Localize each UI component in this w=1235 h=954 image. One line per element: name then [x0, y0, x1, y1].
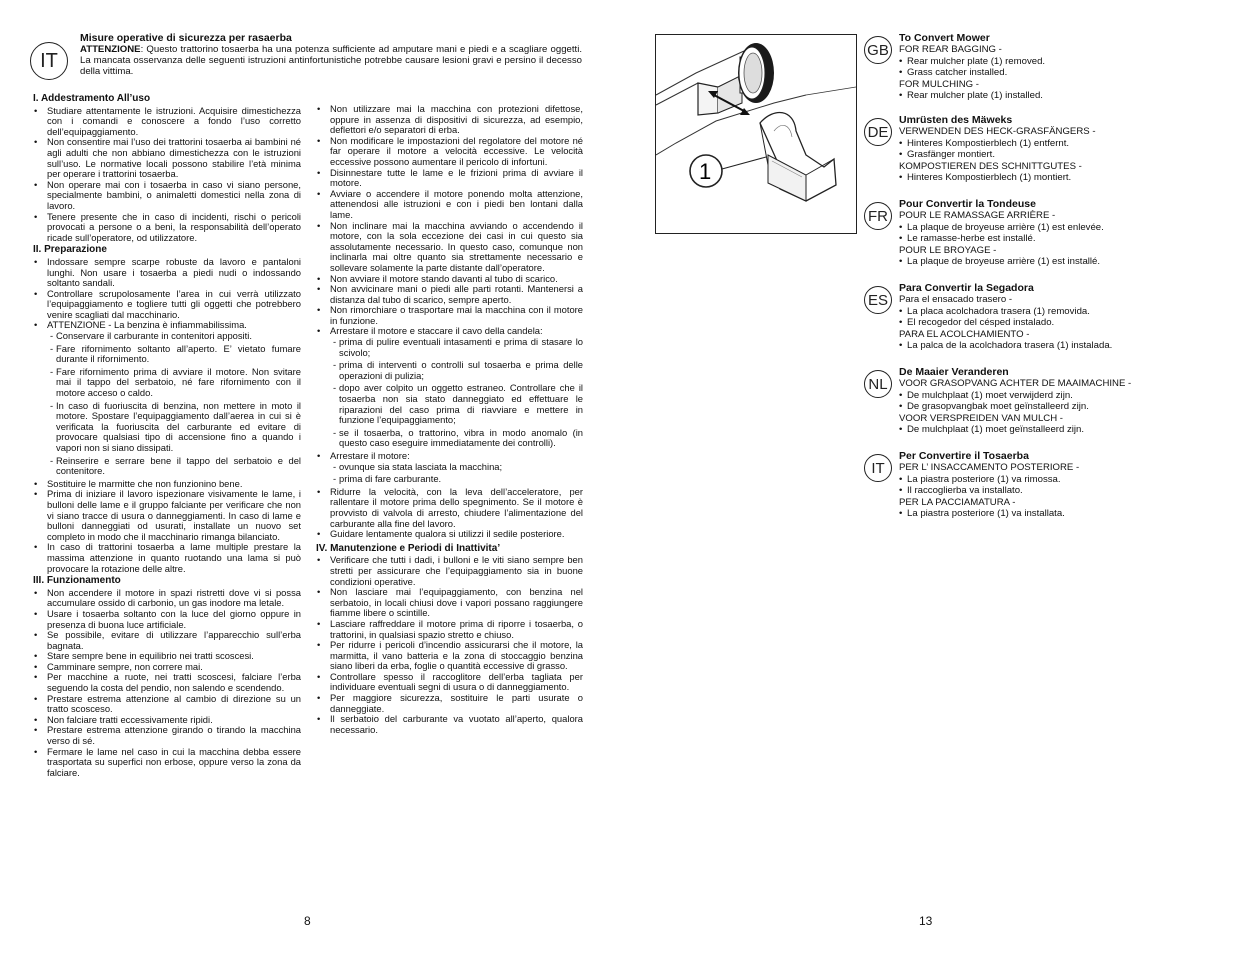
language-block-title: To Convert Mower [899, 32, 990, 44]
list-item: • Stare sempre bene in equilibrio nei tratti scoscesi. [33, 651, 301, 662]
list-item: • Non avvicinare mani o piedi alle parti rotanti. Mantenersi a distanza dal tubo di scarico, sempre aperto. [316, 284, 583, 305]
instruction-heading: KOMPOSTIEREN DES SCHNITTGUTES - [899, 160, 1082, 172]
language-code: ES [867, 291, 888, 309]
list-item: • Per maggiore sicurezza, sostituire le parti usurate o danneggiate. [316, 693, 583, 714]
bullet-line: • La piastra posteriore (1) va rimossa. [899, 474, 1219, 486]
sub-list-item: - Reinserire e serrare bene il tappo del serbatoio e del contenitore. [33, 456, 301, 477]
list-item: • Non operare mai con i tosaerba in caso vi siano persone, specialmente bambini, o animaletti domestici nella zona di lavoro. [33, 180, 301, 212]
instruction-heading: FOR REAR BAGGING - [899, 44, 1002, 55]
instruction-heading: PER LA PACCIAMATURA - [899, 496, 1016, 508]
language-badge-fr [864, 202, 892, 230]
language-block-es [899, 282, 1219, 352]
list-item: • Prestare estrema attenzione al cambio di direzione su un tratto scosceso. [33, 694, 301, 715]
language-block-fr [899, 198, 1219, 268]
language-block-nl [899, 366, 1219, 436]
list-item: • Non lasciare mai l’equipaggiamento, con benzina nel serbatoio, in locali chiusi dove i vapori possano raggiungere fiamme libere o scintille. [316, 587, 583, 619]
list-item: • Avviare o accendere il motore ponendo molta attenzione, attenendosi alle istruzioni e con i piedi ben lontani dalla lame. [316, 189, 583, 221]
bullet-line: • La plaque de broyeuse arrière (1) est installé. [899, 256, 1219, 268]
list-item: • Controllare scrupolosamente l’area in cui verrà utilizzato l’equipaggiamento e togliere tutti gli oggetti che potrebbero venire scagliati dal macchinario. [33, 289, 301, 321]
sub-list-item: - Fare rifornimento soltanto all’aperto. E’ vietato fumare durante il rifornimento. [33, 344, 301, 365]
language-badge-it [864, 454, 892, 482]
instruction-heading: VOOR VERSPREIDEN VAN MULCH - [899, 412, 1064, 424]
section-title-preparation: II. Preparazione [33, 244, 107, 256]
warning-text: : Questo trattorino tosaerba ha una potenza sufficiente ad amputare mani e piedi e a scagliare oggetti. La mancata osservanza delle seguenti istruzioni antinfortunistiche potrebbe causare lesioni gravi e persino il decesso della vittima. [80, 44, 582, 78]
sub-list-item: - In caso di fuoriuscita di benzina, non mettere in moto il motore. Spostare l’equipaggiamento dall’aerea in cui si è verificata la fuoriuscita del carburante ed evitare di provocare qualsiasi tipo di accensione fino a quando i vapori non si siano dissipati. [33, 401, 301, 454]
language-code: IT [871, 459, 885, 477]
list-item: • Camminare sempre, non correre mai. [33, 662, 301, 673]
language-badge-nl [864, 370, 892, 398]
training-list [33, 106, 301, 244]
list-item: • Non avviare il motore stando davanti al tubo di scarico. [316, 274, 583, 285]
section-title-operation: III. Funzionamento [33, 575, 121, 587]
list-item: • Non falciare tratti eccessivamente ripidi. [33, 715, 301, 726]
mower-illustration [656, 35, 856, 233]
maintenance-list [316, 555, 583, 735]
left-column-2 [316, 104, 583, 735]
list-item: • Per macchine a ruote, nei tratti scoscesi, falciare l’erba seguendo la costa del pendio, non salendo e scendendo. [33, 672, 301, 693]
language-block-title: De Maaier Veranderen [899, 366, 1009, 378]
list-item: • Controllare spesso il raccoglitore dell’erba tagliata per individuare eventuali segni di usura o di danneggiamento. [316, 672, 583, 693]
list-item: • Sostituire le marmitte che non funzionino bene. [33, 479, 301, 490]
intro-paragraph [80, 44, 582, 78]
list-item: • Non accendere il motore in spazi ristretti dove vi si possa accumulare ossido di carbonio, un gas inodore ma letale. [33, 588, 301, 609]
operation-list-end [316, 487, 583, 540]
stop-engine-list [316, 451, 583, 462]
list-item: • Il serbatoio del carburante va vuotato all’aperto, qualora necessario. [316, 714, 583, 735]
bullet-line: • Rear mulcher plate (1) removed. [899, 56, 1219, 68]
list-item: • Disinnestare tutte le lame e le frizioni prima di avviare il motore. [316, 168, 583, 189]
instruction-heading: POUR LE RAMASSAGE ARRIÈRE - [899, 210, 1056, 221]
list-item: • Guidare lentamente qualora si utilizzi il sedile posteriore. [316, 529, 583, 540]
bullet-line: • Hinteres Kompostierblech (1) entfernt. [899, 138, 1219, 150]
list-item: • Per ridurre i pericoli d’incendio assicurarsi che il motore, la marmitta, il vano batteria e la zona di stoccaggio benzina siano liberi da erba, foglie o quantità eccessive di grasso. [316, 640, 583, 672]
list-item: • Non rimorchiare o trasportare mai la macchina con il motore in funzione. [316, 305, 583, 326]
sub-list-item: - prima di fare carburante. [316, 474, 583, 485]
bullet-line: • La piastra posteriore (1) va installata. [899, 508, 1219, 520]
bullet-line: • La placa acolchadora trasera (1) removida. [899, 306, 1219, 318]
section-title-training: I. Addestramento All’uso [33, 93, 151, 104]
instruction-heading: VOOR GRASOPVANG ACHTER DE MAAIMACHINE - [899, 378, 1132, 389]
list-item: • Studiare attentamente le istruzioni. Acquisire dimestichezza con i comandi e conoscere a fondo l’uso corretto dell’equipaggiamento. [33, 106, 301, 138]
sub-list-item: - prima di pulire eventuali intasamenti e prima di stasare lo scivolo; [316, 337, 583, 358]
stop-engine-sublist [316, 462, 583, 485]
language-code: GB [867, 41, 889, 59]
language-block-title: Pour Convertir la Tondeuse [899, 198, 1036, 210]
bullet-line: • De mulchplaat (1) moet geïnstalleerd zijn. [899, 424, 1219, 436]
language-code: NL [868, 375, 888, 393]
language-block-it [899, 450, 1219, 520]
language-code: IT [40, 49, 58, 72]
sub-list-item: - se il tosaerba, o trattorino, vibra in modo anomalo (in questo caso eseguire immediatamente dei controlli). [316, 428, 583, 449]
bullet-line: • La palca de la acolchadora trasera (1) instalada. [899, 340, 1219, 352]
page-number-right: 13 [919, 914, 933, 928]
page-number-left: 8 [304, 914, 311, 928]
bullet-line: • Rear mulcher plate (1) installed. [899, 90, 1219, 102]
section-title-maintenance: IV. Manutenzione e Periodi di Inattivita’ [316, 542, 501, 554]
bullet-line: • Il raccoglierba va installato. [899, 485, 1219, 497]
sub-list-item: - dopo aver colpito un oggetto estraneo. Controllare che il tosaerba non sia stato danneggiato ed effettuare le riparazioni del caso prima di riavviare e mettere in funzione l’equipaggiamento; [316, 383, 583, 425]
operation-list [33, 588, 301, 779]
list-item: • Se possibile, evitare di utilizzare l’apparecchio sull’erba bagnata. [33, 630, 301, 651]
bullet-line: • De grasopvangbak moet geïnstalleerd zijn. [899, 401, 1219, 413]
list-item: • Lasciare raffreddare il motore prima di riporre i tosaerba, o trattorini, in qualsiasi spazio stretto e chiuso. [316, 619, 583, 640]
language-block-title: Umrüsten des Mäweks [899, 114, 1013, 126]
list-item: • Fermare le lame nel caso in cui la macchina debba essere trasportata su superfici non erbose, oppure verso la zona da falciare. [33, 747, 301, 779]
sub-list-item: - Conservare il carburante in contenitori appositi. [33, 331, 301, 342]
warning-label: ATTENZIONE [80, 44, 141, 55]
preparation-list [33, 257, 301, 331]
bullet-line: • Grass catcher installed. [899, 67, 1219, 79]
bullet-line: • Grasfänger montiert. [899, 149, 1219, 161]
section-heading: Misure operative di sicurezza per rasaerba [80, 32, 292, 44]
sub-list-item: - prima di interventi o controlli sul tosaerba e prima delle operazioni di pulizia; [316, 360, 583, 381]
instruction-heading: POUR LE BROYAGE - [899, 244, 997, 256]
list-item: • Arrestare il motore e staccare il cavo della candela: [316, 326, 583, 337]
instruction-heading: PER L’ INSACCAMENTO POSTERIORE - [899, 462, 1080, 473]
language-badge-es [864, 286, 892, 314]
instruction-heading: PARA EL ACOLCHAMIENTO - [899, 328, 1030, 340]
operation-list-continued [316, 104, 583, 337]
fuel-sublist [33, 331, 301, 477]
instruction-heading: Para el ensacado trasero - [899, 294, 1013, 305]
bullet-line: • Hinteres Kompostierblech (1) montiert. [899, 172, 1219, 184]
list-item: • Ridurre la velocità, con la leva dell’acceleratore, per rallentare il motore prima dello spegnimento. Se il motore è provvisto di valvola di arresto, chiudere l’alimentazione del carburante alla fine del lavoro. [316, 487, 583, 529]
list-item: • Non consentire mai l’uso dei trattorini tosaerba ai bambini né agli adulti che non abbiano dimestichezza con le istruzioni sull’uso. Le normative locali possono stabilire l’età minima per operare i trattorini tosaerba. [33, 137, 301, 179]
language-code: DE [867, 123, 889, 141]
bullet-line: • De mulchplaat (1) moet verwijderd zijn. [899, 390, 1219, 402]
list-item: • Usare i tosaerba soltanto con la luce del giorno oppure in presenza di buona luce artificiale. [33, 609, 301, 630]
instruction-heading: VERWENDEN DES HECK-GRASFÄNGERS - [899, 126, 1096, 137]
list-item: • In caso di trattorini tosaerba a lame multiple prestare la massima attenzione in quanto ruotando una lama si può provocare la rotazione delle altre. [33, 542, 301, 574]
language-block-de [899, 114, 1219, 184]
language-code: FR [868, 207, 888, 225]
spark-plug-sublist [316, 337, 583, 449]
list-item: • Non inclinare mai la macchina avviando o accendendo il motore, con la sola eccezione dei casi in cui questo sia assolutamente necessario. In questo caso, comunque non inclinarla mai oltre quanto sia strettamente necessario e sollevare solamente la parte distante dall’operatore. [316, 221, 583, 274]
list-item: • Tenere presente che in caso di incidenti, rischi o pericoli provocati a persone o a beni, la responsabilità dell’operato ricade sull’operatore, od utilizzatore. [33, 212, 301, 244]
left-column-1 [33, 92, 301, 778]
bullet-line: • Le ramasse-herbe est installé. [899, 233, 1219, 245]
instruction-heading: FOR MULCHING - [899, 78, 979, 90]
language-block-title: Per Convertire il Tosaerba [899, 450, 1029, 462]
sub-list-item: - Fare rifornimento prima di avviare il motore. Non svitare mai il tappo del serbatoio, né fare rifornimento con il motore acceso o caldo. [33, 367, 301, 399]
language-block-title: Para Convertir la Segadora [899, 282, 1034, 294]
list-item: • Non utilizzare mai la macchina con protezioni difettose, oppure in assenza di dispositivi di sicurezza, ad esempio, deflettori e/o separatori di erba. [316, 104, 583, 136]
figure-callout-number: 1 [699, 159, 712, 184]
list-item: • Non modificare le impostazioni del regolatore del motore né far operare il motore a velocità eccessive. Le velocità eccessive possono aumentare il pericolo di infortuni. [316, 136, 583, 168]
sub-list-item: - ovunque sia stata lasciata la macchina; [316, 462, 583, 473]
list-item: • Prima di iniziare il lavoro ispezionare visivamente le lame, i bulloni delle lame e il gruppo falciante per verificare che non vi siano tracce di usura o danneggiamenti. In caso di lame e bulloni danneggiati od usurati, installate un nuovo set completo in modo che il macchinario rimanga bilanciato. [33, 489, 301, 542]
bullet-line: • La plaque de broyeuse arrière (1) est enlevée. [899, 222, 1219, 234]
bullet-line: • El recogedor del césped instalado. [899, 317, 1219, 329]
list-item: • Arrestare il motore: [316, 451, 583, 462]
mulcher-plate-figure [655, 34, 857, 234]
list-item: • Prestare estrema attenzione girando o tirando la macchina verso di sé. [33, 725, 301, 746]
language-badge-it [30, 42, 68, 80]
list-item: • Indossare sempre scarpe robuste da lavoro e pantaloni lunghi. Non usare i tosaerba a piedi nudi o indossando soltanto sandali. [33, 257, 301, 289]
language-badge-gb [864, 36, 892, 64]
language-badge-de [864, 118, 892, 146]
list-item: • Verificare che tutti i dadi, i bulloni e le viti siano sempre ben stretti per assicurare che l’equipaggiamento sia in buone condizioni operative. [316, 555, 583, 587]
list-item: • ATTENZIONE - La benzina è infiammabilissima. [33, 320, 301, 331]
preparation-list-continued [33, 479, 301, 574]
language-block-gb [899, 32, 1219, 102]
